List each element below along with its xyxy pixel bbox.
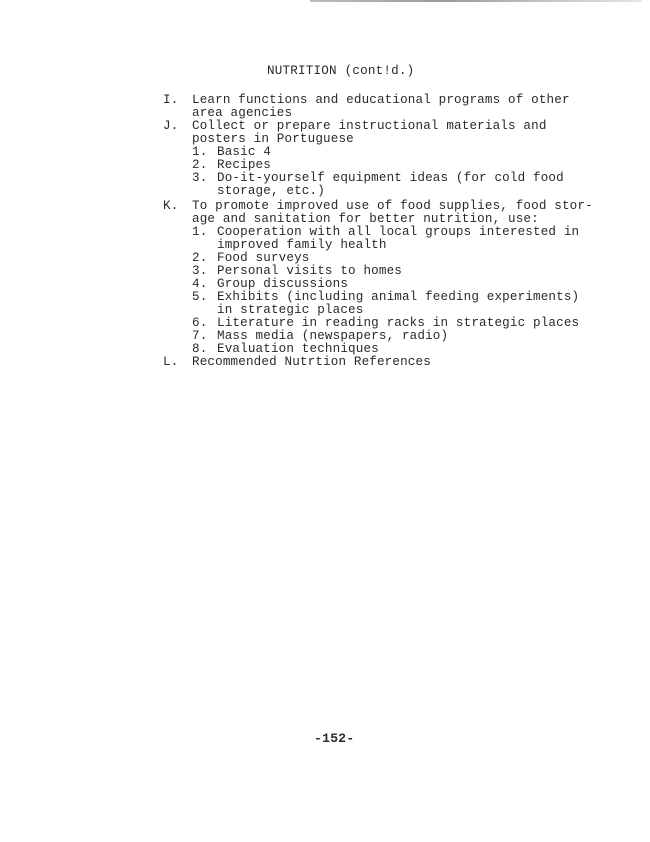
list-item-marker: 8. [192, 342, 208, 356]
section-marker: J. [163, 119, 179, 133]
list-item-marker: 2. [192, 158, 208, 172]
list-item-marker: 1. [192, 225, 208, 239]
section-marker: K. [163, 199, 179, 213]
list-item-text: Recipes [217, 158, 271, 172]
section-text-line: area agencies [192, 106, 293, 120]
list-item-text: Exhibits (including animal feeding experiments) [217, 290, 580, 304]
list-item-text: improved family health [217, 238, 387, 252]
list-item-text: Group discussions [217, 277, 349, 291]
section-text-line: posters in Portuguese [192, 132, 354, 146]
list-item-marker: 3. [192, 171, 208, 185]
list-item-text: Cooperation with all local groups interested in [217, 225, 580, 239]
section-marker: L. [163, 355, 179, 369]
list-item-text: Evaluation techniques [217, 342, 379, 356]
list-item-text: Mass media (newspapers, radio) [217, 329, 449, 343]
list-item-marker: 5. [192, 290, 208, 304]
section-text-line: To promote improved use of food supplies, food stor- [192, 199, 593, 213]
section-marker: I. [163, 93, 179, 107]
list-item-marker: 6. [192, 316, 208, 330]
list-item-marker: 4. [192, 277, 208, 291]
section-text-line: Learn functions and educational programs of other [192, 93, 570, 107]
section-text-line: age and sanitation for better nutrition, use: [192, 212, 539, 226]
page-number: -152- [314, 731, 355, 746]
section-text-line: Collect or prepare instructional materials and [192, 119, 547, 133]
list-item-marker: 7. [192, 329, 208, 343]
list-item-text: Literature in reading racks in strategic places [217, 316, 580, 330]
list-item-text: Food surveys [217, 251, 310, 265]
list-item-text: Personal visits to homes [217, 264, 402, 278]
list-item-text: in strategic places [217, 303, 364, 317]
list-item-marker: 1. [192, 145, 208, 159]
page-title: NUTRITION (cont!d.) [267, 64, 415, 78]
list-item-marker: 2. [192, 251, 208, 265]
list-item-text: Do-it-yourself equipment ideas (for cold food [217, 171, 564, 185]
list-item-marker: 3. [192, 264, 208, 278]
section-text-line: Recommended Nutrtion References [192, 355, 431, 369]
list-item-text: storage, etc.) [217, 184, 325, 198]
list-item-text: Basic 4 [217, 145, 271, 159]
scan-edge-line [310, 0, 642, 2]
